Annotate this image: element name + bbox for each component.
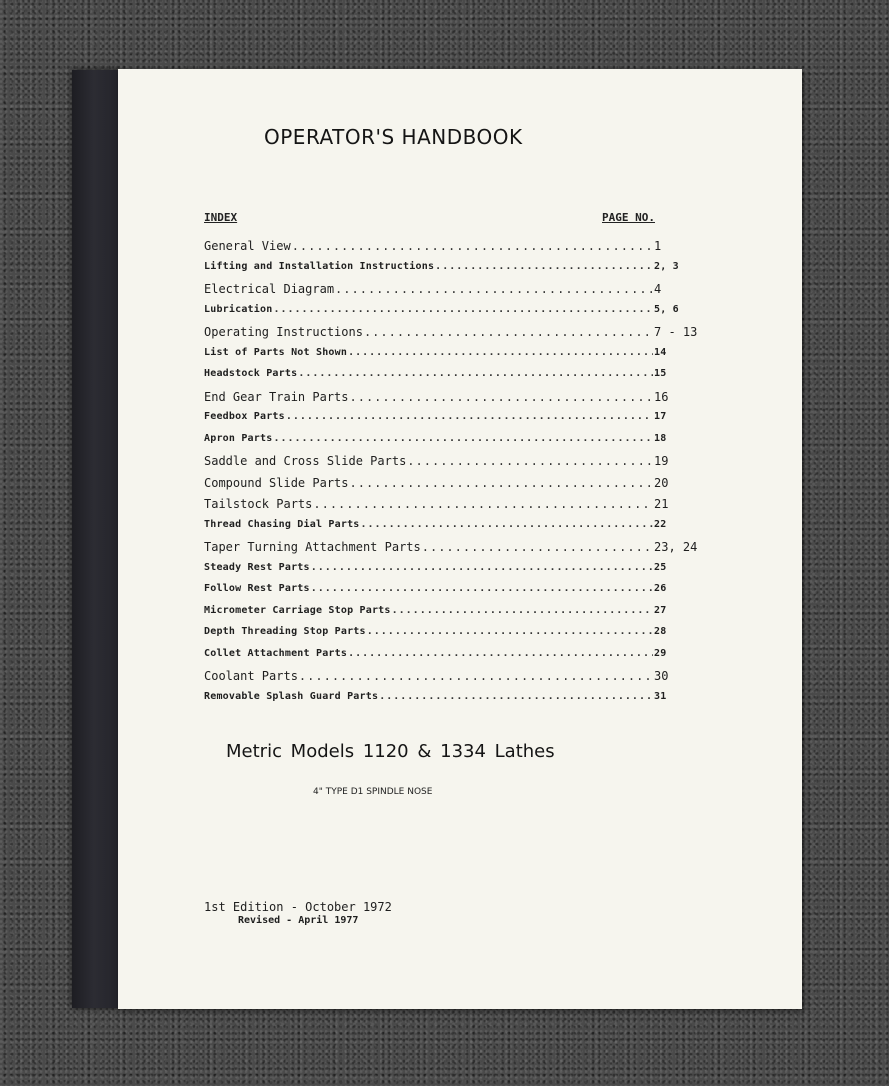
toc-entry (204, 411, 724, 433)
toc-entry (204, 304, 724, 326)
toc-entry (204, 282, 724, 304)
toc-entry-page: 15 (654, 368, 667, 379)
toc-entry-label: Depth Threading Stop Parts (204, 626, 366, 637)
toc-entry-page: 7 - 13 (654, 325, 698, 339)
toc-entry-label: Taper Turning Attachment Parts (204, 540, 421, 554)
toc-entry-label: Follow Rest Parts (204, 583, 310, 594)
dot-leader (367, 626, 653, 637)
toc-entry-label: Feedbox Parts (204, 411, 285, 422)
toc-entry-page: 19 (654, 454, 669, 468)
spindle-note: 4" TYPE D1 SPINDLE NOSE (313, 787, 433, 797)
toc-entry-page: 26 (654, 583, 667, 594)
toc-entry-page: 21 (654, 497, 669, 511)
toc-entry (204, 626, 724, 648)
toc-entry (204, 239, 724, 261)
toc-entry (204, 583, 724, 605)
dot-leader (298, 368, 653, 379)
dot-leader (292, 239, 653, 253)
edition-block (204, 901, 392, 927)
toc-entry-page: 4 (654, 282, 662, 296)
toc-entry (204, 347, 724, 369)
toc-entry (204, 605, 724, 627)
toc-entry-label: Compound Slide Parts (204, 475, 349, 490)
toc-entry-label: Collet Attachment Parts (204, 647, 348, 659)
dot-leader (350, 476, 654, 490)
page-number-column-header: PAGE NO. (602, 211, 655, 224)
dot-leader (348, 648, 653, 659)
toc-entry-label: Steady Rest Parts (204, 561, 310, 573)
toc-entry-label: End Gear Train Parts (204, 389, 349, 404)
toc-entry (204, 325, 724, 347)
toc-entry (204, 368, 724, 390)
toc-entry (204, 261, 724, 283)
dot-leader (286, 411, 653, 422)
dot-leader (299, 669, 653, 683)
toc-entry-page: 2, 3 (654, 260, 679, 272)
toc-entry-label: Saddle and Cross Slide Parts (204, 454, 407, 468)
toc-entry (204, 562, 724, 584)
toc-entry (204, 648, 724, 670)
dot-leader (422, 540, 653, 554)
toc-entry (204, 519, 724, 541)
toc-entry (204, 454, 724, 476)
revised-line: Revised - April 1977 (238, 915, 359, 926)
dot-leader (311, 583, 653, 594)
binding-spine (72, 70, 120, 1008)
toc-entry-page: 29 (654, 647, 667, 659)
dot-leader (379, 691, 653, 702)
toc-entry (204, 390, 724, 412)
dot-leader (348, 347, 653, 358)
toc-entry (204, 476, 724, 498)
dot-leader (335, 282, 653, 296)
index-column-header: INDEX (204, 211, 238, 224)
toc-entry-page: 30 (654, 669, 669, 683)
toc-entry-page: 27 (654, 604, 667, 616)
toc-entry (204, 669, 724, 691)
handbook-page (118, 69, 802, 1009)
toc-entry-page: 16 (654, 389, 669, 404)
dot-leader (273, 304, 653, 315)
toc-entry-page: 1 (654, 239, 662, 253)
toc-entry-label: Lifting and Installation Instructions (204, 260, 435, 272)
toc-entry-label: General View (204, 239, 291, 253)
toc-entry-page: 23, 24 (654, 540, 698, 554)
toc-entry-label: Electrical Diagram (204, 282, 335, 296)
dot-leader (313, 497, 653, 511)
toc-entry (204, 433, 724, 455)
toc-entry-page: 31 (654, 690, 667, 702)
document-title: OPERATOR'S HANDBOOK (264, 125, 523, 149)
models-title: Metric Models 1120 & 1334 Lathes (226, 741, 555, 762)
toc-entry-label: Headstock Parts (204, 368, 298, 379)
edition-line: 1st Edition - October 1972 (204, 900, 392, 914)
toc-entry-label: Apron Parts (204, 432, 273, 444)
toc-entry (204, 540, 724, 562)
toc-entry-page: 28 (654, 626, 667, 637)
dot-leader (364, 325, 653, 339)
toc-entry-page: 5, 6 (654, 303, 679, 315)
toc-entry-label: Tailstock Parts (204, 497, 313, 511)
toc-entry-label: Coolant Parts (204, 669, 298, 683)
dot-leader (273, 433, 653, 444)
toc-entry-page: 25 (654, 561, 667, 573)
toc-entry-page: 18 (654, 432, 667, 444)
toc-entry-label: Removable Splash Guard Parts (204, 690, 379, 702)
toc-entry (204, 691, 724, 713)
dot-leader (350, 390, 654, 404)
toc-entry-label: Operating Instructions (204, 325, 363, 339)
dot-leader (361, 519, 653, 530)
dot-leader (392, 605, 653, 616)
toc-entry-label: Thread Chasing Dial Parts (204, 518, 360, 530)
dot-leader (311, 562, 653, 573)
toc-entry-page: 14 (654, 346, 667, 358)
toc-entry-page: 17 (654, 411, 667, 422)
toc-entry (204, 497, 724, 519)
dot-leader (435, 261, 653, 272)
toc-entry-page: 22 (654, 518, 667, 530)
table-of-contents (204, 239, 724, 712)
dot-leader (407, 454, 653, 468)
toc-entry-page: 20 (654, 475, 669, 490)
toc-entry-label: Lubrication (204, 303, 273, 315)
toc-entry-label: Micrometer Carriage Stop Parts (204, 604, 391, 616)
toc-entry-label: List of Parts Not Shown (204, 346, 348, 358)
